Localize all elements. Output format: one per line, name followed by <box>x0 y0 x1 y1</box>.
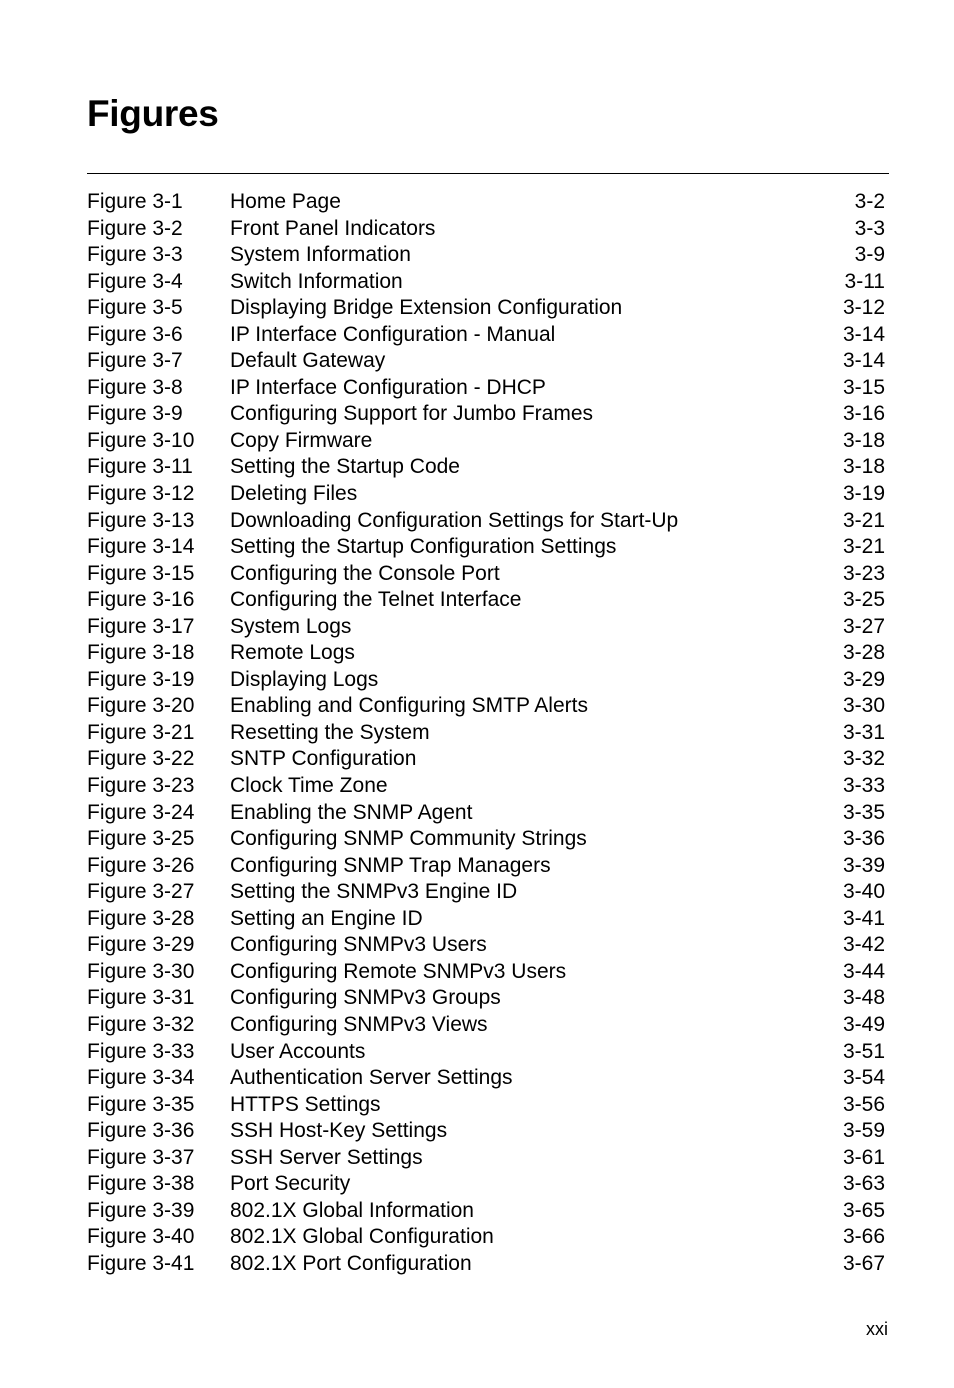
figure-page-ref[interactable]: 3-32 <box>842 747 885 771</box>
figure-title[interactable]: Enabling the SNMP Agent <box>230 800 473 824</box>
figure-page-ref[interactable]: 3-41 <box>842 906 885 930</box>
figure-entry <box>87 428 887 455</box>
figure-entry <box>87 587 887 614</box>
figure-page-ref[interactable]: 3-2 <box>854 190 885 213</box>
figure-title[interactable]: SNTP Configuration <box>230 747 417 771</box>
page-title: Figures <box>87 93 219 134</box>
figure-page-ref[interactable]: 3-54 <box>842 1066 885 1090</box>
figure-page-ref[interactable]: 3-30 <box>842 694 885 718</box>
figure-entry <box>87 481 887 508</box>
figure-title[interactable]: Configuring SNMPv3 Users <box>230 933 487 957</box>
figure-number: Figure 3-36 <box>87 1119 195 1143</box>
figure-title[interactable]: Remote Logs <box>230 641 355 665</box>
figure-page-ref[interactable]: 3-61 <box>842 1145 885 1169</box>
figure-title[interactable]: Configuring SNMP Community Strings <box>230 827 587 851</box>
figure-list <box>87 189 887 1277</box>
figure-number: Figure 3-41 <box>87 1251 195 1275</box>
figure-page-ref[interactable]: 3-18 <box>842 428 885 452</box>
figure-page-ref[interactable]: 3-31 <box>842 720 885 744</box>
figure-page-ref[interactable]: 3-66 <box>842 1225 885 1249</box>
figure-title[interactable]: Clock Time Zone <box>230 774 388 798</box>
figure-title[interactable]: Default Gateway <box>230 349 386 373</box>
figure-number: Figure 3-4 <box>87 269 183 293</box>
figure-page-ref[interactable]: 3-63 <box>842 1172 885 1196</box>
figure-entry <box>87 1118 887 1145</box>
figure-page-ref[interactable]: 3-27 <box>842 614 885 638</box>
figure-entry <box>87 667 887 694</box>
figure-entry <box>87 1012 887 1039</box>
figure-number: Figure 3-32 <box>87 1012 195 1036</box>
figure-page-ref[interactable]: 3-19 <box>842 482 885 506</box>
figure-number: Figure 3-37 <box>87 1145 195 1169</box>
figure-page-ref[interactable]: 3-65 <box>842 1198 885 1222</box>
figure-number: Figure 3-26 <box>87 853 195 877</box>
figure-entry <box>87 454 887 481</box>
figure-title[interactable]: Configuring the Console Port <box>230 561 500 585</box>
figure-entry <box>87 720 887 747</box>
figure-number: Figure 3-18 <box>87 641 195 665</box>
figure-number: Figure 3-30 <box>87 959 195 983</box>
figure-entry <box>87 1224 887 1251</box>
figure-entry <box>87 800 887 827</box>
figure-page-ref[interactable]: 3-51 <box>842 1039 885 1063</box>
figure-page-ref[interactable]: 3-16 <box>842 402 885 426</box>
figure-entry <box>87 1198 887 1225</box>
figure-entry <box>87 693 887 720</box>
figure-title[interactable]: Setting an Engine ID <box>230 906 423 930</box>
figure-entry <box>87 189 887 216</box>
figure-title[interactable]: Home Page <box>230 190 341 213</box>
page-number: xxi <box>866 1319 888 1339</box>
figure-number: Figure 3-22 <box>87 747 195 771</box>
figure-entry <box>87 322 887 349</box>
figure-number: Figure 3-1 <box>87 190 183 213</box>
figure-page-ref[interactable]: 3-67 <box>842 1251 885 1275</box>
figure-title[interactable]: Switch Information <box>230 269 403 293</box>
figure-title[interactable]: Copy Firmware <box>230 428 373 452</box>
figure-title[interactable]: Setting the Startup Configuration Settings <box>230 535 617 559</box>
figure-entry <box>87 295 887 322</box>
figure-number: Figure 3-17 <box>87 614 195 638</box>
figure-title[interactable]: Configuring the Telnet Interface <box>230 588 522 612</box>
figure-number: Figure 3-35 <box>87 1092 195 1116</box>
figure-number: Figure 3-2 <box>87 216 183 240</box>
figure-title[interactable]: 802.1X Global Configuration <box>230 1225 494 1249</box>
figure-title[interactable]: SSH Host-Key Settings <box>230 1119 448 1143</box>
figure-title[interactable]: Configuring Remote SNMPv3 Users <box>230 959 567 983</box>
figure-number: Figure 3-14 <box>87 535 195 559</box>
figure-title[interactable]: Resetting the System <box>230 720 430 744</box>
figure-page-ref[interactable]: 3-40 <box>842 880 885 904</box>
figure-entry <box>87 1171 887 1198</box>
figure-title[interactable]: Authentication Server Settings <box>230 1066 513 1090</box>
figure-page-ref[interactable]: 3-49 <box>842 1012 885 1036</box>
figure-page-ref[interactable]: 3-48 <box>842 986 885 1010</box>
figure-page-ref[interactable]: 3-25 <box>842 588 885 612</box>
figure-page-ref[interactable]: 3-12 <box>842 296 885 320</box>
figure-entry <box>87 906 887 933</box>
figure-entry <box>87 773 887 800</box>
figure-number: Figure 3-6 <box>87 322 183 346</box>
figure-number: Figure 3-20 <box>87 694 195 718</box>
title-divider <box>87 173 889 174</box>
figure-number: Figure 3-31 <box>87 986 195 1010</box>
figure-entry <box>87 614 887 641</box>
figure-entry <box>87 1145 887 1172</box>
figure-number: Figure 3-39 <box>87 1198 195 1222</box>
figure-entry <box>87 1039 887 1066</box>
figure-entry <box>87 401 887 428</box>
figure-title[interactable]: Displaying Bridge Extension Configuration <box>230 296 623 320</box>
figure-title[interactable]: Configuring Support for Jumbo Frames <box>230 402 593 426</box>
figure-page-ref[interactable]: 3-11 <box>844 269 885 293</box>
figure-page-ref[interactable]: 3-21 <box>842 535 885 559</box>
figure-number: Figure 3-13 <box>87 508 195 532</box>
figure-title[interactable]: 802.1X Global Information <box>230 1198 474 1222</box>
figure-page-ref[interactable]: 3-21 <box>842 508 885 532</box>
figure-page-ref[interactable]: 3-35 <box>842 800 885 824</box>
figure-number: Figure 3-23 <box>87 774 195 798</box>
figure-title[interactable]: User Accounts <box>230 1039 366 1063</box>
figure-number: Figure 3-3 <box>87 243 183 267</box>
figure-page-ref[interactable]: 3-56 <box>842 1092 885 1116</box>
figure-entry <box>87 959 887 986</box>
figure-number: Figure 3-28 <box>87 906 195 930</box>
figure-page-ref[interactable]: 3-59 <box>842 1119 885 1143</box>
figure-page-ref[interactable]: 3-9 <box>854 243 885 267</box>
figure-title[interactable]: Deleting Files <box>230 482 358 506</box>
figure-page-ref[interactable]: 3-42 <box>842 933 885 957</box>
figure-page-ref[interactable]: 3-3 <box>854 216 885 240</box>
figure-page-ref[interactable]: 3-36 <box>842 827 885 851</box>
figure-entry <box>87 561 887 588</box>
figure-entry <box>87 242 887 269</box>
figure-title[interactable]: Configuring SNMPv3 Groups <box>230 986 501 1010</box>
figure-entry <box>87 216 887 243</box>
figure-entry <box>87 826 887 853</box>
figure-entry <box>87 746 887 773</box>
figure-page-ref[interactable]: 3-28 <box>842 641 885 665</box>
figure-title[interactable]: Setting the Startup Code <box>230 455 460 479</box>
figure-page-ref[interactable]: 3-18 <box>842 455 885 479</box>
figure-entry <box>87 985 887 1012</box>
figure-page-ref[interactable]: 3-29 <box>842 667 885 691</box>
figure-title[interactable]: System Logs <box>230 614 352 638</box>
figure-number: Figure 3-9 <box>87 402 183 426</box>
figure-number: Figure 3-8 <box>87 375 183 399</box>
figure-number: Figure 3-33 <box>87 1039 195 1063</box>
figure-number: Figure 3-25 <box>87 827 195 851</box>
figure-title[interactable]: 802.1X Port Configuration <box>230 1251 472 1275</box>
figure-entry <box>87 269 887 296</box>
figure-title[interactable]: Enabling and Configuring SMTP Alerts <box>230 694 588 718</box>
figure-entry <box>87 1065 887 1092</box>
figure-entry <box>87 1092 887 1119</box>
figure-number: Figure 3-12 <box>87 482 195 506</box>
figure-title[interactable]: IP Interface Configuration - Manual <box>230 322 556 346</box>
figure-title[interactable]: HTTPS Settings <box>230 1092 381 1116</box>
figure-entry <box>87 1251 887 1278</box>
figure-number: Figure 3-29 <box>87 933 195 957</box>
figure-number: Figure 3-11 <box>87 455 193 479</box>
figure-page-ref[interactable]: 3-39 <box>842 853 885 877</box>
figure-number: Figure 3-19 <box>87 667 195 691</box>
figure-title[interactable]: Displaying Logs <box>230 667 379 691</box>
figure-number: Figure 3-21 <box>87 720 195 744</box>
figure-title[interactable]: SSH Server Settings <box>230 1145 423 1169</box>
figure-entry <box>87 640 887 667</box>
figure-number: Figure 3-15 <box>87 561 195 585</box>
figure-number: Figure 3-40 <box>87 1225 195 1249</box>
figure-page-ref[interactable]: 3-14 <box>842 322 885 346</box>
figure-page-ref[interactable]: 3-14 <box>842 349 885 373</box>
figure-entry <box>87 508 887 535</box>
figure-title[interactable]: Configuring SNMP Trap Managers <box>230 853 551 877</box>
figure-entry <box>87 932 887 959</box>
figure-page-ref[interactable]: 3-15 <box>842 375 885 399</box>
figure-entry <box>87 879 887 906</box>
figure-title[interactable]: Port Security <box>230 1172 351 1196</box>
figure-number: Figure 3-5 <box>87 296 183 320</box>
figure-title[interactable]: Configuring SNMPv3 Views <box>230 1012 488 1036</box>
figure-title[interactable]: Front Panel Indicators <box>230 216 436 240</box>
figure-entry <box>87 348 887 375</box>
figure-number: Figure 3-27 <box>87 880 195 904</box>
figure-number: Figure 3-38 <box>87 1172 195 1196</box>
figure-number: Figure 3-10 <box>87 428 195 452</box>
figure-number: Figure 3-16 <box>87 588 195 612</box>
figure-page-ref[interactable]: 3-33 <box>842 774 885 798</box>
figure-page-ref[interactable]: 3-23 <box>842 561 885 585</box>
figure-entry <box>87 853 887 880</box>
figure-entry <box>87 534 887 561</box>
figure-title[interactable]: Setting the SNMPv3 Engine ID <box>230 880 518 904</box>
figure-number: Figure 3-24 <box>87 800 195 824</box>
figure-title[interactable]: System Information <box>230 243 411 267</box>
figure-number: Figure 3-34 <box>87 1066 195 1090</box>
figure-number: Figure 3-7 <box>87 349 183 373</box>
figure-page-ref[interactable]: 3-44 <box>842 959 885 983</box>
figure-entry <box>87 375 887 402</box>
figure-title[interactable]: IP Interface Configuration - DHCP <box>230 375 546 399</box>
figure-title[interactable]: Downloading Configuration Settings for Start-Up <box>230 508 679 532</box>
